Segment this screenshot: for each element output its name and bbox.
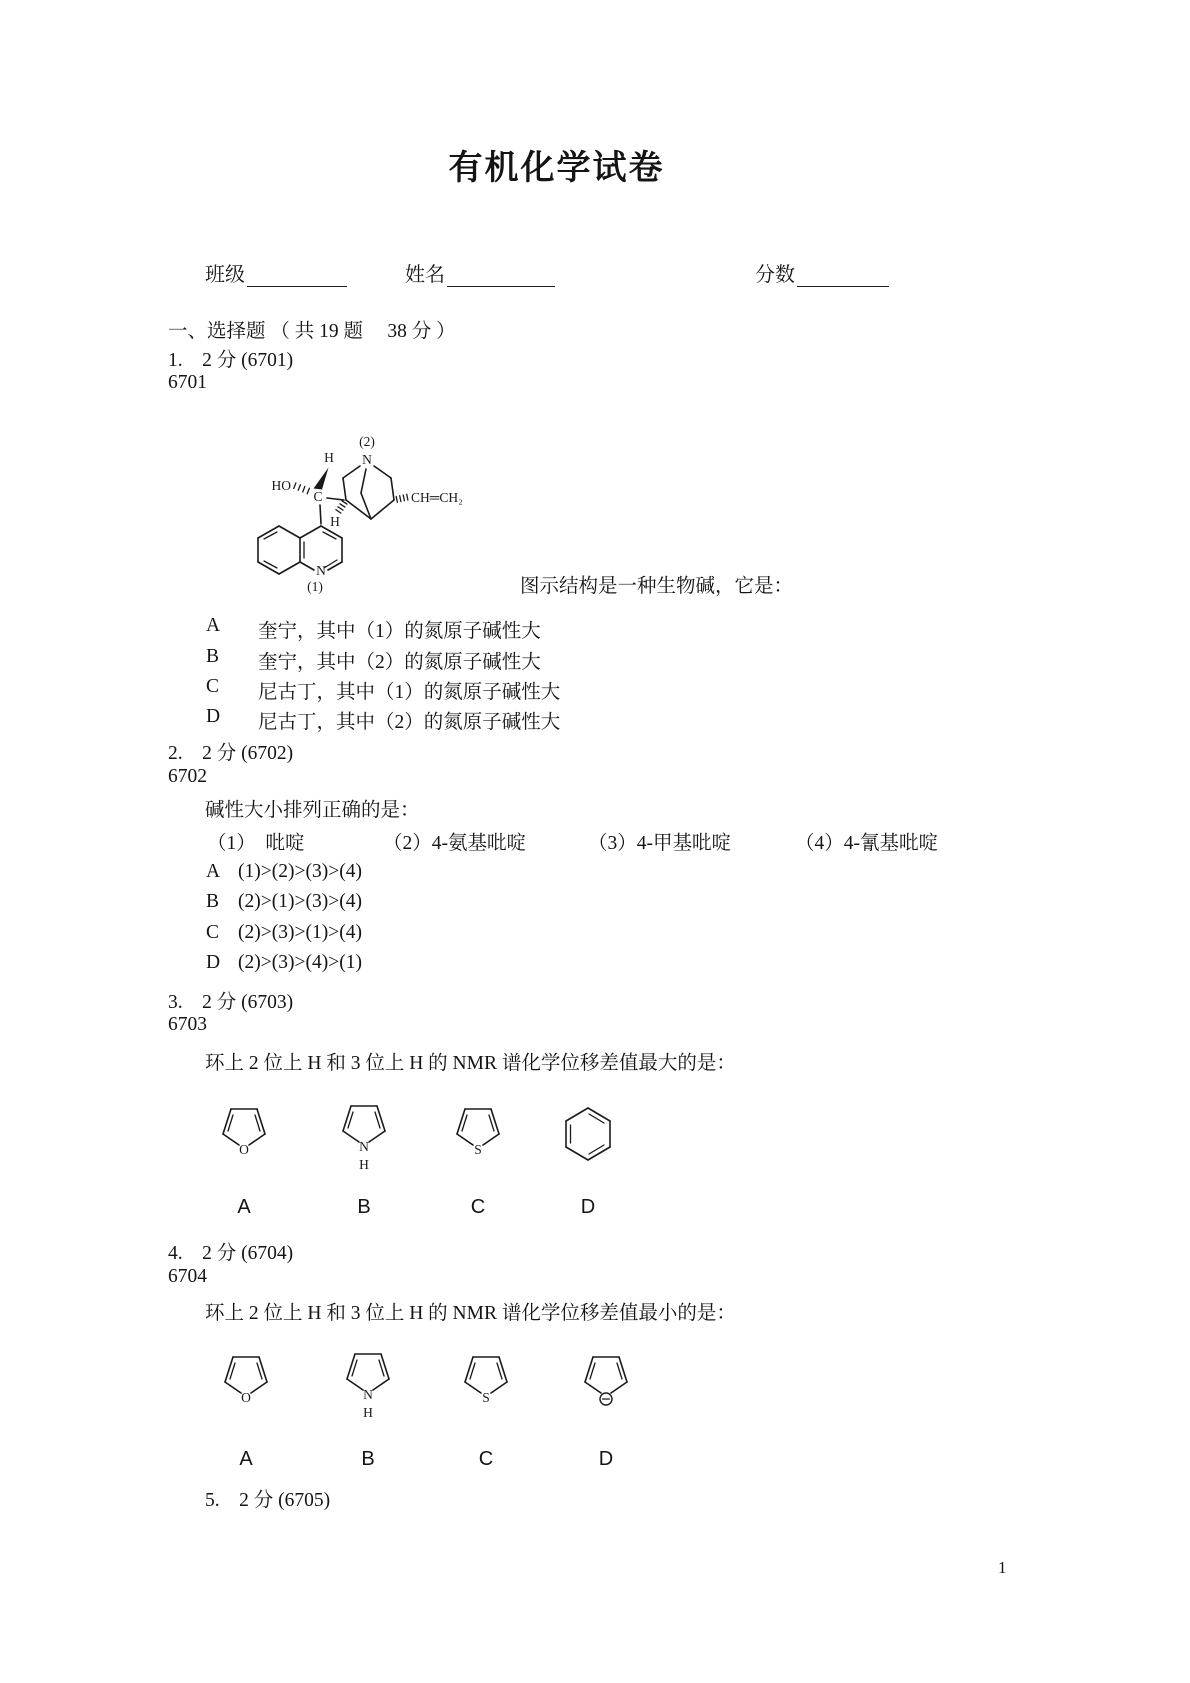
q1-option-d-text: 尼古丁，其中（2）的氮原子碱性大 xyxy=(258,712,561,733)
q3-pyrrole-structure xyxy=(336,1094,392,1176)
q2-stem: 碱性大小排列正确的是： xyxy=(205,800,420,821)
section-heading: 一、选择题 （ 共 19 题 38 分 ） xyxy=(168,321,456,342)
oxygen-label: O xyxy=(241,1390,251,1405)
q4-label-c: C xyxy=(478,1448,494,1470)
page-title: 有机化学试卷 xyxy=(448,150,665,187)
q2-code: 6702 xyxy=(168,766,207,787)
dash-hydrogen-label: H xyxy=(330,514,340,529)
wedge-bond xyxy=(314,468,329,490)
score-blank-line xyxy=(797,264,889,287)
q2-substance-4: （4）4-氰基吡啶 xyxy=(795,833,938,854)
hash-bond-h xyxy=(336,501,347,513)
q2-option-a-text: (1)>(2)>(3)>(4) xyxy=(238,861,362,882)
class-blank-line xyxy=(247,264,347,287)
q2-option-c-letter: C xyxy=(206,922,220,943)
q3-label-b: B xyxy=(357,1196,371,1218)
quinuclidine-nitrogen-label: N xyxy=(362,452,372,467)
q3-stem: 环上 2 位上 H 和 3 位上 H 的 NMR 谱化学位移差值最大的是： xyxy=(205,1053,736,1074)
q4-thiophene-structure xyxy=(458,1345,514,1409)
class-field xyxy=(205,258,347,287)
q3-furan-structure xyxy=(216,1097,272,1161)
q3-label-c: C xyxy=(470,1196,486,1218)
q1-option-b-text: 奎宁，其中（2）的氮原子碱性大 xyxy=(258,652,541,673)
page-number: 1 xyxy=(998,1558,1007,1577)
carbinol-carbon-label: C xyxy=(313,489,323,504)
q2-option-d-text: (2)>(3)>(4)>(1) xyxy=(238,952,362,973)
nh-hydrogen-label: H xyxy=(359,1157,369,1172)
quinine-structure xyxy=(225,398,485,598)
q2-option-b-text: (2)>(1)>(3)>(4) xyxy=(238,891,362,912)
n2-tag: (2) xyxy=(359,434,375,449)
q1-number-line: 1. 2 分 (6701) xyxy=(168,350,294,371)
q2-substance-1: （1） 吡啶 xyxy=(207,833,305,854)
class-label: 班级 xyxy=(205,264,245,286)
q4-stem: 环上 2 位上 H 和 3 位上 H 的 NMR 谱化学位移差值最小的是： xyxy=(205,1303,736,1324)
q4-number-line: 4. 2 分 (6704) xyxy=(168,1243,294,1264)
q3-thiophene-structure xyxy=(450,1097,506,1161)
name-blank-line xyxy=(447,264,555,287)
q2-substance-3: （3）4-甲基吡啶 xyxy=(588,833,731,854)
q1-option-d-letter: D xyxy=(206,706,221,727)
q4-furan-structure xyxy=(218,1345,274,1409)
name-label: 姓名 xyxy=(405,264,445,286)
q3-benzene-structure xyxy=(560,1094,616,1166)
q1-option-b-letter: B xyxy=(206,646,220,667)
q4-label-a: A xyxy=(239,1448,253,1470)
score-label: 分数 xyxy=(755,264,795,286)
score-field xyxy=(755,258,889,287)
q1-option-a-letter: A xyxy=(206,615,221,636)
q3-number-line: 3. 2 分 (6703) xyxy=(168,992,294,1013)
q4-label-d: D xyxy=(598,1448,614,1470)
nitrogen-label: N xyxy=(359,1139,369,1154)
hash-bond-vinyl xyxy=(396,494,408,502)
q2-option-a-letter: A xyxy=(206,861,221,882)
q3-label-a: A xyxy=(237,1196,251,1218)
q1-stem: 图示结构是一种生物碱，它是： xyxy=(520,576,794,597)
hash-bond-ho xyxy=(294,483,310,494)
oxygen-label: O xyxy=(239,1142,249,1157)
q1-option-c-letter: C xyxy=(206,676,220,697)
wedge-hydrogen-label: H xyxy=(324,450,334,465)
vinyl-group-label: CH═CH₂ xyxy=(411,490,463,505)
q2-number-line: 2. 2 分 (6702) xyxy=(168,743,294,764)
q3-label-d: D xyxy=(580,1196,596,1218)
name-field xyxy=(405,258,555,287)
hydroxyl-label: HO xyxy=(271,478,291,493)
q4-label-b: B xyxy=(361,1448,375,1470)
q4-pyrrole-structure xyxy=(340,1342,396,1424)
nitrogen-label: N xyxy=(363,1387,373,1402)
q1-option-c-text: 尼古丁，其中（1）的氮原子碱性大 xyxy=(258,682,561,703)
q1-option-a-text: 奎宁，其中（1）的氮原子碱性大 xyxy=(258,621,541,642)
q2-option-b-letter: B xyxy=(206,891,220,912)
q2-option-c-text: (2)>(3)>(1)>(4) xyxy=(238,922,362,943)
q3-code: 6703 xyxy=(168,1014,207,1035)
q4-code: 6704 xyxy=(168,1266,207,1287)
q4-cyclopentadienyl-anion-structure xyxy=(578,1345,634,1409)
sulfur-label: S xyxy=(474,1142,482,1157)
n1-tag: (1) xyxy=(307,579,323,594)
q1-code: 6701 xyxy=(168,372,207,393)
nh-hydrogen-label: H xyxy=(363,1405,373,1420)
q2-substance-2: （2）4-氨基吡啶 xyxy=(383,833,526,854)
sulfur-label: S xyxy=(482,1390,490,1405)
q2-option-d-letter: D xyxy=(206,952,221,973)
quinoline-nitrogen-label: N xyxy=(316,563,326,578)
q5-number-line: 5. 2 分 (6705) xyxy=(205,1490,331,1511)
